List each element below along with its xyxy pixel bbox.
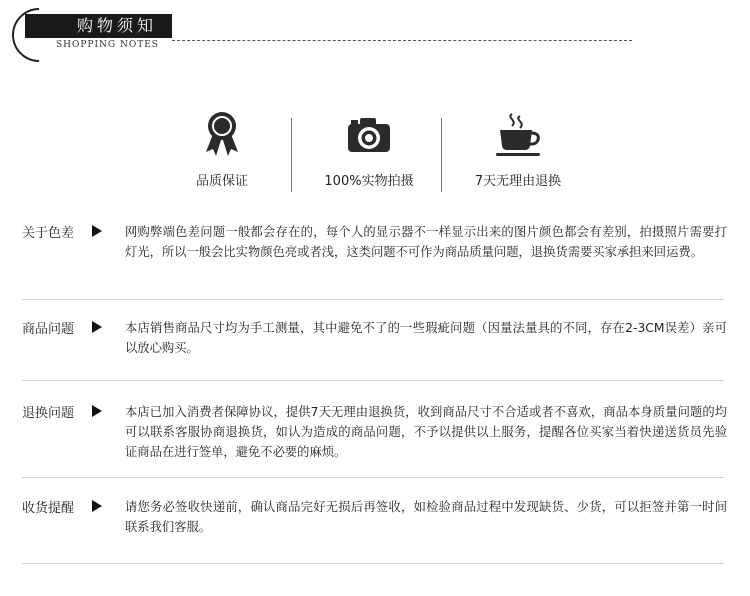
triangle-right-icon xyxy=(92,321,102,333)
section-title: 关于色差 xyxy=(22,226,75,241)
section-text: 请您务必签收快递前，确认商品完好无损后再签收，如检验商品过程中发现缺货、少货，可以拒签并第一时间联系我们客服。 xyxy=(125,500,727,534)
feature-quality xyxy=(147,110,297,189)
page-title: 购物须知 xyxy=(25,14,172,38)
section-text: 网购弊端色差问题一般都会存在的，每个人的显示器不一样显示出来的图片颜色都会有差别，拍摄照片需要打灯光，所以一般会比实物颜色亮或者浅，这类问题不可作为商品质量问题，退换货需要买家承担来回运费。 xyxy=(125,225,727,259)
feature-real-photo xyxy=(294,110,444,189)
section-title: 收货提醒 xyxy=(22,501,75,516)
section-text: 本店已加入消费者保障协议，提供7天无理由退换货，收到商品尺寸不合适或者不喜欢，商品本身质量问题的均可以联系客服协商退换货，如认为造成的商品问题，不予以提供以上服务，提醒各位买家当着快递送货员先验证商品在进行签单，避免不必要的麻烦。 xyxy=(125,405,727,459)
triangle-right-icon xyxy=(92,405,102,417)
section-divider xyxy=(22,299,724,300)
section-title: 退换问题 xyxy=(22,406,75,421)
header xyxy=(0,0,750,70)
section-divider xyxy=(22,563,724,564)
feature-divider xyxy=(291,118,292,192)
coffee-cup-icon xyxy=(492,110,544,158)
camera-icon xyxy=(345,110,393,158)
feature-7day-return xyxy=(443,110,593,189)
triangle-right-icon xyxy=(92,225,102,237)
feature-label: 品质保证 xyxy=(195,174,248,189)
award-ribbon-icon xyxy=(202,110,242,158)
feature-row xyxy=(0,110,750,200)
section-divider xyxy=(22,380,724,381)
page-subtitle: SHOPPING NOTES xyxy=(56,40,159,50)
feature-label: 100%实物拍摄 xyxy=(324,174,414,189)
feature-label: 7天无理由退换 xyxy=(474,174,562,189)
header-dashed-divider xyxy=(172,40,632,41)
feature-divider xyxy=(441,118,442,192)
section-text: 本店销售商品尺寸均为手工测量，其中避免不了的一些瑕疵问题（因量法量具的不同，存在2-3CM误差）亲可以放心购买。 xyxy=(125,321,727,355)
section-divider xyxy=(22,477,724,478)
section-title: 商品问题 xyxy=(22,322,75,337)
triangle-right-icon xyxy=(92,500,102,512)
